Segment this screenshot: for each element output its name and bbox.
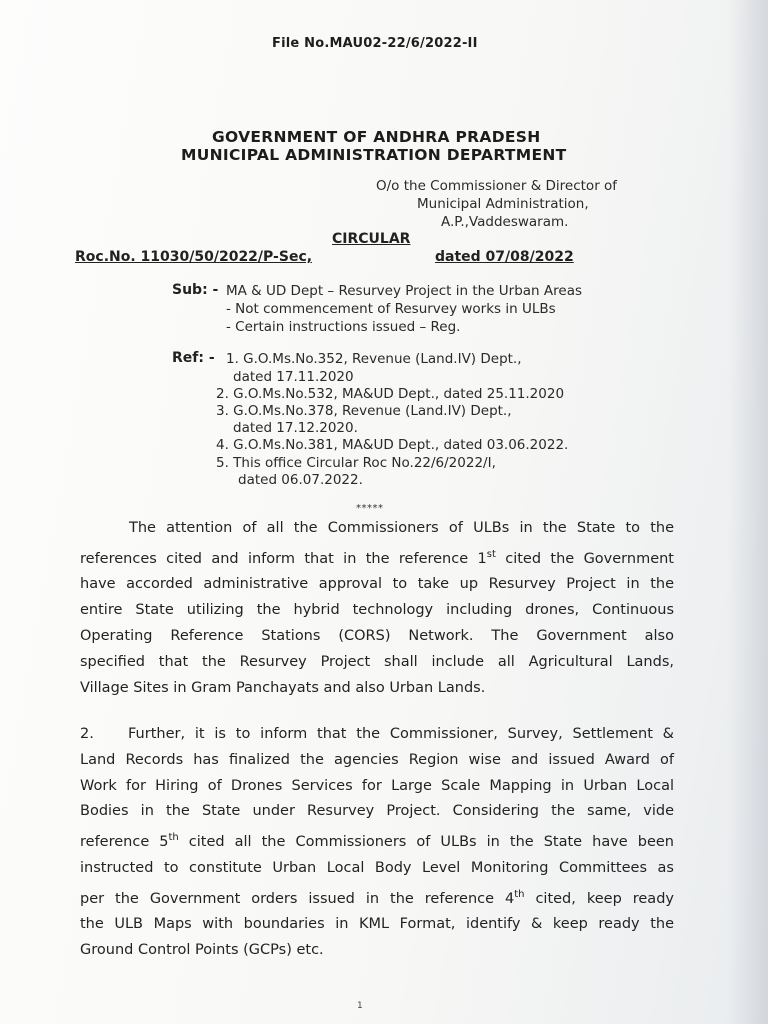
paragraph-1	[80, 516, 674, 701]
header-government: GOVERNMENT OF ANDHRA PRADESH	[212, 128, 541, 146]
circular-title: CIRCULAR	[332, 231, 411, 247]
office-line-3: A.P.,Vaddeswaram.	[441, 214, 569, 230]
separator-stars: *****	[356, 503, 384, 514]
roc-number: Roc.No. 11030/50/2022/P-Sec,	[75, 249, 313, 265]
paragraph-line: Ground Control Points (GCPs) etc.	[80, 942, 324, 959]
paragraph-line: 2. Further, it is to inform that the Commissioner, Survey, Settlement &	[80, 722, 674, 748]
paragraph-line: the ULB Maps with boundaries in KML Format, identify & keep ready the	[80, 916, 674, 933]
reference-line: 2. G.O.Ms.No.532, MA&UD Dept., dated 25.11.2020	[216, 386, 565, 402]
reference-line: 3. G.O.Ms.No.378, Revenue (Land.IV) Dept.,	[216, 403, 512, 419]
paragraph-line: Work for Hiring of Drones Services for Large Scale Mapping in Urban Local	[80, 777, 674, 794]
subject-line-3: - Certain instructions issued – Reg.	[226, 319, 461, 335]
paragraph-line: Land Records has finalized the agencies Region wise and issued Award of	[80, 751, 674, 768]
header-department: MUNICIPAL ADMINISTRATION DEPARTMENT	[181, 146, 567, 164]
subject-label: Sub: -	[172, 282, 219, 298]
paragraph-line: instructed to constitute Urban Local Body Level Monitoring Committees as	[80, 859, 674, 876]
paragraph-number: 2.	[80, 726, 94, 742]
paragraph-line: per the Government orders issued in the reference 4th cited, keep ready	[80, 888, 674, 907]
reference-line: dated 17.11.2020	[233, 369, 354, 385]
paragraph-line: Operating Reference Stations (CORS) Network. The Government also	[80, 628, 674, 645]
office-line-1: O/o the Commissioner & Director of	[376, 178, 618, 194]
page-number: 1	[357, 1001, 363, 1011]
reference-line: dated 06.07.2022.	[238, 472, 363, 488]
subject-line-1: MA & UD Dept – Resurvey Project in the Urban Areas	[226, 283, 582, 299]
circular-date: dated 07/08/2022	[435, 249, 574, 265]
paragraph-line: entire State utilizing the hybrid technology including drones, Continuous	[80, 602, 674, 619]
page-edge-shadow	[728, 0, 768, 1024]
paragraph-line: Village Sites in Gram Panchayats and also Urban Lands.	[80, 679, 486, 696]
paragraph-line: specified that the Resurvey Project shall include all Agricultural Lands,	[80, 653, 674, 670]
file-number: File No.MAU02-22/6/2022-II	[272, 36, 478, 51]
reference-label: Ref: -	[172, 350, 215, 366]
reference-line: dated 17.12.2020.	[233, 420, 358, 436]
subject-line-2: - Not commencement of Resurvey works in ULBs	[226, 301, 556, 317]
paragraph-2	[80, 722, 674, 964]
paragraph-line: references cited and inform that in the reference 1st cited the Government	[80, 548, 674, 567]
reference-line: 5. This office Circular Roc No.22/6/2022/I,	[216, 455, 496, 471]
reference-line: 4. G.O.Ms.No.381, MA&UD Dept., dated 03.06.2022.	[216, 437, 569, 453]
paragraph-line: reference 5th cited all the Commissioners of ULBs in the State have been	[80, 832, 674, 851]
paragraph-line: The attention of all the Commissioners of ULBs in the State to the	[129, 520, 674, 536]
paragraph-line: Bodies in the State under Resurvey Project. Considering the same, vide	[80, 803, 674, 820]
office-line-2: Municipal Administration,	[417, 196, 589, 212]
paragraph-line: have accorded administrative approval to take up Resurvey Project in the	[80, 576, 674, 593]
reference-line: 1. G.O.Ms.No.352, Revenue (Land.IV) Dept.,	[226, 351, 522, 367]
